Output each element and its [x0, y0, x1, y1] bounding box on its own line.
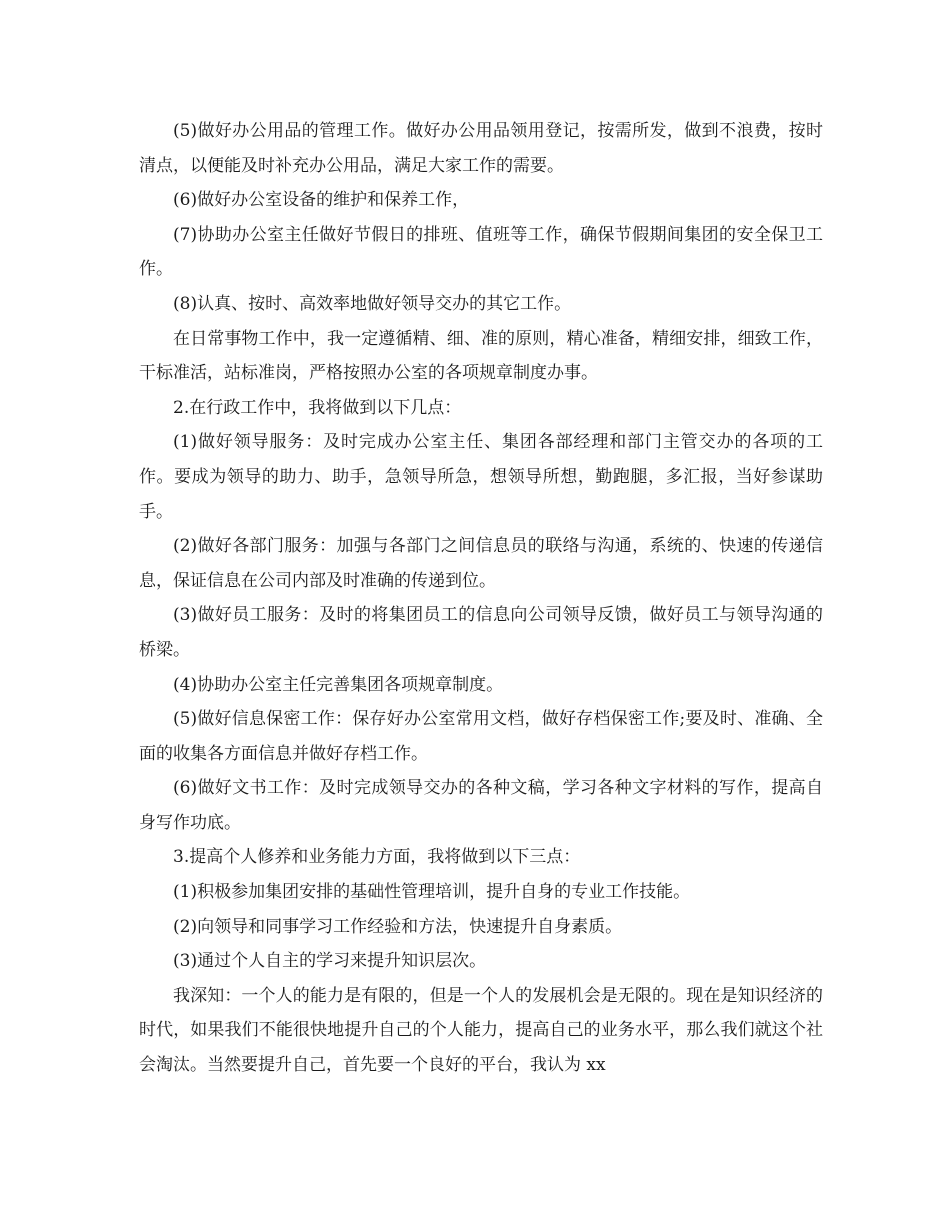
- paragraph-department-service: (2)做好各部门服务：加强与各部门之间信息员的联络与沟通，系统的、快速的传递信息，保证信息在公司内部及时准确的传递到位。: [139, 536, 823, 591]
- paragraph-conclusion: 我深知：一个人的能力是有限的，但是一个人的发展机会是无限的。现在是知识经济的时代，如果我们不能很快地提升自己的个人能力，提高自己的业务水平，那么我们就这个社会淘汰。当然要提升自己，首先要一个良好的平台，我认为 xx: [139, 985, 823, 1076]
- paragraph-staff-service: (3)做好员工服务：及时的将集团员工的信息向公司领导反馈，做好员工与领导沟通的桥梁。: [139, 605, 823, 660]
- paragraph-learn-from-colleagues: (2)向领导和同事学习工作经验和方法，快速提升自身素质。: [173, 916, 623, 937]
- paragraph-other-tasks: (8)认真、按时、高效率地做好领导交办的其它工作。: [173, 293, 572, 314]
- paragraph-training: (1)积极参加集团安排的基础性管理培训，提升自身的专业工作技能。: [173, 882, 691, 903]
- paragraph-confidentiality: (5)做好信息保密工作：保存好办公室常用文档，做好存档保密工作;要及时、准确、全面的收集各方面信息并做好存档工作。: [139, 709, 823, 764]
- paragraph-regulations: (4)协助办公室主任完善集团各项规章制度。: [173, 674, 504, 695]
- paragraph-documents: (6)做好文书工作：及时完成领导交办的各种文稿，学习各种文字材料的写作，提高自身写作功底。: [139, 778, 823, 833]
- paragraph-equipment-maintenance: (6)做好办公室设备的维护和保养工作，: [173, 190, 470, 211]
- document-body: [139, 114, 823, 1083]
- paragraph-self-improvement-heading: 3.提高个人修养和业务能力方面，我将做到以下三点：: [173, 847, 581, 868]
- paragraph-admin-heading: 2.在行政工作中，我将做到以下几点：: [173, 397, 462, 418]
- paragraph-holiday-duty: (7)协助办公室主任做好节假日的排班、值班等工作，确保节假期间集团的安全保卫工作。: [139, 224, 823, 280]
- paragraph-leader-service: (1)做好领导服务：及时完成办公室主任、集团各部经理和部门主管交办的各项的工作。要成为领导的助力、助手，急领导所急，想领导所想，勤跑腿，多汇报，当好参谋助手。: [139, 432, 823, 522]
- paragraph-daily-affairs: 在日常事物工作中，我一定遵循精、细、准的原则，精心准备，精细安排，细致工作，干标准活，站标准岗，严格按照办公室的各项规章制度办事。: [139, 328, 823, 384]
- paragraph-self-study: (3)通过个人自主的学习来提升知识层次。: [173, 951, 487, 972]
- paragraph-office-supplies: (5)做好办公用品的管理工作。做好办公用品领用登记，按需所发，做到不浪费，按时清点，以便能及时补充办公用品，满足大家工作的需要。: [139, 121, 823, 176]
